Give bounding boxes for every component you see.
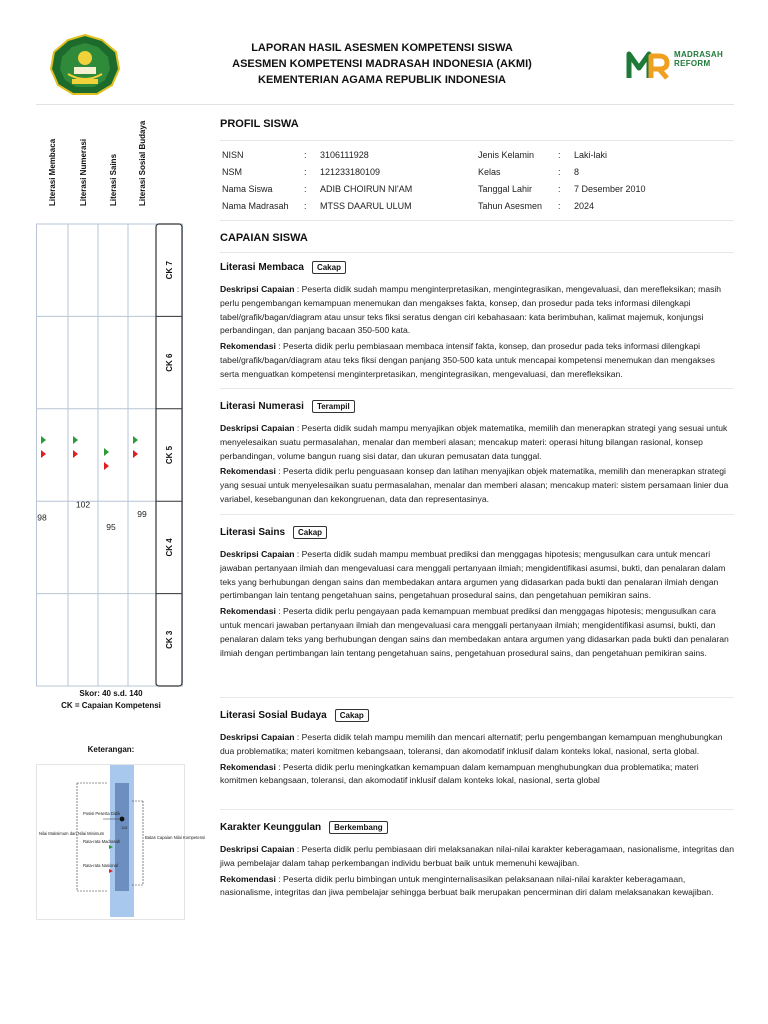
madrasah-avg-flag-icon: [133, 436, 138, 444]
capaian-item: [220, 526, 734, 660]
deskripsi-capaian: Deskripsi Capaian : Peserta didik perlu pembiasaan diri melaksanakan nilai-nilai karakter keberagamaan, nasionalisme, integritas dan jiwa pembelajar dalam tahap perkembangan individu berbuat baik untuk memenuhi kewajiban.: [220, 844, 734, 868]
ck-level-label: CK 6: [165, 353, 174, 372]
deskripsi-capaian: Deskripsi Capaian : Peserta didik sudah mampu menyajikan objek matematika, memilih dan menerapkan strategi yang sesuai untuk menyelesaikan suatu permasalahan, menalar dan memberi alasan; mencakup materi: operasi hitung bilangan rasional, konsep perbandingan, volume bangun ruang sisi datar, dan ukuran pemusatan data tunggal.: [220, 423, 728, 461]
level-badge: Cakap: [335, 709, 369, 722]
profile-colon: :: [304, 184, 307, 194]
rekomendasi: Rekomendasi : Peserta didik perlu pembiasaan membaca intensif fakta, konsep, dan prosedur pada teks informasi dilengkapi tabel/grafik/bagan/diagram atau teks fiksi dengan panjang 350-500 kata untuk mencapai kompetensi menemukan dan mengakses serta menguatkan kompetensi menginterpretasikan, mengintegrasikan, mengevaluasi, dan merefleksikan.: [220, 341, 715, 379]
profile-value: MTSS DAARUL ULUM: [320, 201, 412, 211]
column-label: Literasi Sains: [109, 153, 118, 206]
rekomendasi: Rekomendasi : Peserta didik perlu meningkatkan kemampuan dalam kemampuan menghubungkan dua problematika; materi komitmen kebangsaan, toleransi, dan akomodatif inklusif dalam konteks lokal, nasional, serta global: [220, 761, 699, 786]
profile-value: ADIB CHOIRUN NI'AM: [320, 184, 413, 194]
legend-dot-icon: [120, 817, 125, 822]
ck-note: CK = Capaian Kompetensi: [61, 701, 161, 710]
national-avg-flag-icon: [73, 450, 78, 458]
madrasah-avg-flag-icon: [104, 448, 109, 456]
national-avg-flag-icon: [133, 450, 138, 458]
rekomendasi-label: Rekomendasi: [220, 341, 276, 352]
deskripsi-label: Deskripsi Capaian: [220, 844, 295, 854]
profile-divider: [220, 140, 734, 141]
ck-level-label: CK 5: [165, 445, 174, 465]
score-value: 95: [106, 522, 116, 532]
profile-label: Kelas: [478, 167, 501, 177]
ck-level-label: CK 7: [165, 261, 174, 280]
competency-chart-svg: [36, 110, 186, 700]
legend-posisi: Posisi Peserta Didik: [83, 811, 121, 816]
legend-diagram: [37, 765, 206, 921]
capaian-item: [220, 400, 734, 507]
capaian-item-header: [220, 400, 734, 413]
report-header: [0, 0, 768, 105]
capaian-item-divider: [220, 809, 734, 810]
keterangan-label: Keterangan:: [87, 745, 135, 754]
mr-wordmark: [674, 50, 723, 68]
deskripsi-capaian: Deskripsi Capaian : Peserta didik sudah mampu membuat prediksi dan menggagas hipotesis; mengusulkan cara untuk mencari jawaban pertanyaan ilmiah dan mengevaluasi cara menggali pertanyaan ilmiah; mengidentifikasi asumsi, bukti, dan penalaran dalam teks yang berhubungan dengan sains dan membedakan antara argumen yang didasarkan pada bukti dan penalaran ilmiah dengan pertimbangan lain tentang pengetahuan sains, pengetahuan prosedural sains, dan pengetahuan pemikiran sains.: [220, 549, 726, 601]
level-badge: Cakap: [312, 261, 346, 274]
profile-value: 121233180109: [320, 167, 381, 177]
rekomendasi-label: Rekomendasi: [220, 761, 276, 772]
capaian-item-header: [220, 526, 734, 539]
profile-colon: :: [558, 150, 561, 160]
deskripsi-capaian: Deskripsi Capaian : Peserta didik telah mampu memilih dan mencari alternatif; perlu pengembangan kemampuan menghubungkan dua problematika; materi komitmen kebangsaan, toleransi, dan akomodatif inklusif dalam konteks lokal, nasional, serta global.: [220, 732, 723, 756]
score-value: 98: [37, 512, 47, 523]
capaian-item-header: [220, 261, 734, 274]
capaian-divider: [220, 252, 734, 253]
legend-batas-bar: [115, 783, 129, 891]
legend-maxmin: Nilai Maksimum dan Nilai Minimum: [39, 831, 105, 836]
mr-line-1: MADRASAH: [674, 50, 724, 59]
capaian-item-divider: [220, 514, 734, 515]
profile-title: PROFIL SISWA: [220, 118, 299, 130]
report-title: [200, 40, 564, 88]
title-line-1: LAPORAN HASIL ASESMEN KOMPETENSI SISWA: [251, 42, 513, 54]
profile-label: NSM: [222, 167, 242, 177]
profile-value: Laki-laki: [574, 150, 608, 160]
profile-label: Jenis Kelamin: [478, 150, 535, 160]
capaian-item-name: Literasi Membaca: [220, 262, 304, 273]
rekomendasi: Rekomendasi : Peserta didik perlu penguasaan konsep dan latihan menyajikan objek matematika, memilih dan menerapkan strategi yang sesuai untuk menyelesaikan suatu permasalahan, menalar dan memberi alasan; mencakup materi: sistem persamaan linier dua variabel, kesebangunan dan kekongruenan, data dan representasinya.: [220, 466, 729, 504]
level-badge: Cakap: [293, 526, 327, 539]
rekomendasi-label: Rekomendasi: [220, 466, 276, 477]
capaian-item-name: Literasi Sains: [220, 527, 286, 538]
score-note: [36, 688, 186, 712]
legend-sample-value: 115: [121, 825, 128, 830]
deskripsi-label: Deskripsi Capaian: [220, 732, 295, 742]
profile-grid: [220, 150, 734, 218]
profile-value: 3106111928: [320, 150, 369, 160]
column-label: Literasi Membaca: [48, 138, 57, 206]
ck-level-label: CK 4: [165, 538, 174, 557]
profile-label: Tahun Asesmen: [478, 201, 543, 211]
deskripsi-label: Deskripsi Capaian: [220, 423, 295, 433]
profile-colon: :: [304, 150, 307, 160]
ck-level-label: CK 3: [165, 630, 174, 649]
profile-colon: :: [558, 167, 561, 177]
capaian-item: [220, 709, 734, 788]
rekomendasi: Rekomendasi : Peserta didik perlu bimbingan untuk menginternalisasikan pelaksanaan nilai-nilai karakter keberagamaan, nasionalisme, integritas dan jiwa pembelajar sehingga berbuat baik merupakan pencerminan diri dalam melaksanakan kewajiban.: [220, 873, 714, 898]
competency-chart: [36, 110, 186, 700]
deskripsi-capaian: Deskripsi Capaian : Peserta didik sudah mampu menginterpretasikan, mengintegrasikan, mengevaluasi, dan merefleksikan; masih perlu pengembangan kemampuan menemukan dan mengakses fakta, konsep, dan prosedur pada teks informasi dilengkapi tabel/grafik/bagan/diagram atau unsur teks fiksi seratus dengan ciri kebahasaan: kata berimbuhan, kalimat majemuk, konjungsi perbandingan, dan panjang bacaan 350-500 kata.: [220, 284, 722, 336]
deskripsi-label: Deskripsi Capaian: [220, 549, 295, 559]
score-value: 99: [137, 509, 147, 520]
profile-colon: :: [558, 184, 561, 194]
score-value: 102: [75, 499, 91, 510]
capaian-item: [220, 261, 734, 382]
capaian-item-header: [220, 821, 734, 834]
capaian-item-header: [220, 709, 734, 722]
level-badge: Berkembang: [329, 821, 387, 834]
score-range-note: Skor: 40 s.d. 140: [79, 689, 143, 698]
title-line-2: ASESMEN KOMPETENSI MADRASAH INDONESIA (AKMI): [232, 58, 532, 70]
title-line-3: KEMENTERIAN AGAMA REPUBLIK INDONESIA: [258, 74, 506, 86]
capaian-item-divider: [220, 388, 734, 389]
national-avg-flag-icon: [104, 462, 109, 470]
capaian-item-name: Literasi Sosial Budaya: [220, 710, 327, 721]
capaian-item-name: Karakter Keunggulan: [220, 822, 322, 833]
profile-bottom-divider: [220, 220, 734, 221]
rekomendasi: Rekomendasi : Peserta didik perlu pengayaan pada kemampuan membuat prediksi dan menggagas hipotesis; mengusulkan cara untuk mencari jawaban pertanyaan ilmiah dan mengevaluasi cara menggali pertanyaan ilmiah; mengidentifikasi asumsi, bukti, dan penalaran dalam teks yang berhubungan dengan sains dan membedakan antara argumen yang didasarkan pada bukti dan penalaran ilmiah dengan pertimbangan lain tentang pengetahuan sains, pengetahuan prosedural sains, dan pengetahuan pemikiran sains.: [220, 606, 729, 658]
rekomendasi-label: Rekomendasi: [220, 606, 276, 617]
rekomendasi-label: Rekomendasi: [220, 873, 276, 884]
national-avg-flag-icon: [41, 450, 46, 458]
legend-batas: Batas Capaian Nilai Kompetensi: [145, 835, 206, 840]
mr-mark-icon: [626, 48, 670, 82]
header-divider: [36, 104, 734, 105]
profile-colon: :: [304, 201, 307, 211]
legend-rata-nasional: Rata-rata Nasional: [83, 863, 118, 868]
profile-label: Nama Madrasah: [222, 201, 289, 211]
legend-box: [36, 764, 206, 920]
level-badge: Terampil: [312, 400, 355, 413]
profile-value: 2024: [574, 201, 595, 211]
madrasah-avg-flag-icon: [73, 436, 78, 444]
column-label: Literasi Sosial Budaya: [138, 120, 147, 206]
capaian-title: CAPAIAN SISWA: [220, 232, 308, 244]
capaian-item-divider: [220, 697, 734, 698]
column-label: Literasi Numerasi: [79, 138, 88, 206]
profile-colon: :: [304, 167, 307, 177]
capaian-item-name: Literasi Numerasi: [220, 401, 304, 412]
mr-line-2: REFORM: [674, 59, 711, 68]
profile-label: Nama Siswa: [222, 184, 273, 194]
profile-value: 7 Desember 2010: [574, 184, 646, 194]
legend-rata-madrasah: Rata-rata Madrasah: [83, 839, 121, 844]
madrasah-reform-logo: [626, 48, 726, 84]
profile-label: NISN: [222, 150, 244, 160]
profile-value: 8: [574, 167, 580, 177]
madrasah-avg-flag-icon: [41, 436, 46, 444]
profile-colon: :: [558, 201, 561, 211]
deskripsi-label: Deskripsi Capaian: [220, 284, 295, 294]
kemenag-logo: [50, 34, 120, 96]
profile-label: Tanggal Lahir: [478, 184, 533, 194]
capaian-item: [220, 821, 734, 900]
